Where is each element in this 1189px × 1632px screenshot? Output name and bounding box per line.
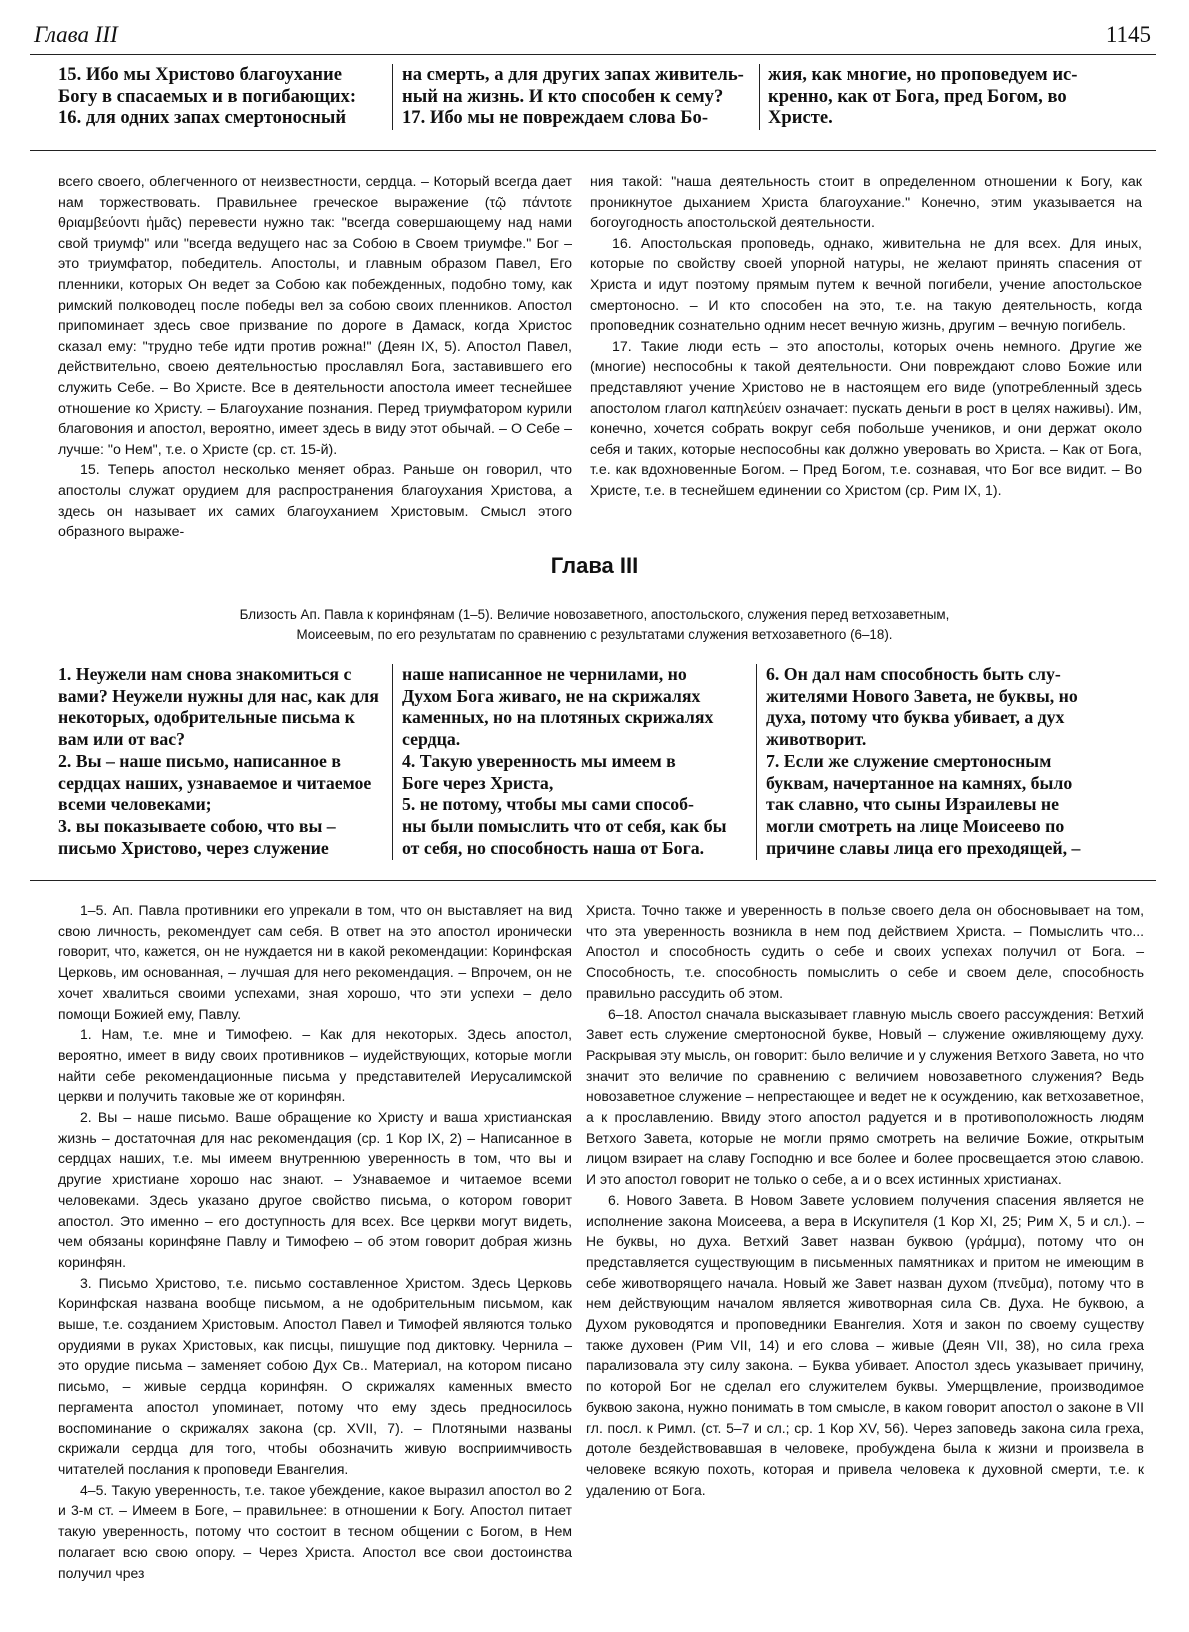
chapter-summary-line: Близость Ап. Павла к коринфянам (1–5). Величие новозаветного, апостольского, служения перед ветхозаветным, [239, 607, 950, 622]
commentary-paragraph: 15. Теперь апостол несколько меняет образ. Раньше он говорил, что апостолы служат орудием для распространения благоухания Христова, а здесь он называет их самих благоуханием Христовым. Смысл этого образного выраже- [58, 462, 572, 541]
verse-line: кренно, как от Бога, пред Богом, во [768, 85, 1067, 107]
chapter-summary [0, 605, 1189, 645]
commentary-paragraph: ния такой: "наша деятельность стоит в определенном отношении к Богу, как проникнутое дыханием Христа благоухание." Конечно, этим указывается на богоугодность апостольской деятельности. [590, 174, 1142, 232]
column-divider [392, 64, 393, 130]
commentary-paragraph: 3. Письмо Христово, т.е. письмо составленное Христом. Здесь Церковь Коринфская названа вообще письмом, а не одобрительным письмом, как выше, т.е. созданием Христовым. Апостол Павел и Тимофей являются только орудиями в руках Христовых, как писцы, пишущие под диктовку. Чернила – это орудие письма – заменяет собою Дух Св.. Материал, на котором писано письмо, – живые сердца коринфян. О скрижалях каменных вместо пергамента апостол упоминает, потому что ему здесь предносилось воспоминание о скрижалях закона (ср. XVII, 7). – Плотяными названы скрижали сердца для того, чтобы обозначить живую восприимчивость читателей послания к проповеди Евангелия. [58, 1274, 572, 1477]
verse-line: Боге через Христа, [402, 772, 554, 793]
verse-line: буквам, начертанное на камнях, было [766, 772, 1073, 793]
verse-line: наше написанное не чернилами, но [402, 664, 687, 684]
verse-line: Христе. [768, 107, 833, 128]
verse-line: могли смотреть на лице Моисеево по [766, 815, 1065, 836]
commentary-paragraph: Христа. Точно также и уверенность в пользе своего дела он обосновывает на том, что эта уверенность возникла в нем под действием Христа. – Помыслить что... Апостол и способность судить о себе и своих успехах получил от Бога. – Способность, т.е. способность помыслить о себе и своем деле, способность правильно рассудить об этом. [586, 902, 1144, 1001]
verse-line: всеми человеками; [58, 794, 212, 815]
verse-column-1 [58, 64, 388, 129]
verse-column-1 [58, 664, 388, 859]
verse-line: 5. не потому, чтобы мы сами способ- [402, 794, 694, 815]
verse-line: 17. Ибо мы не повреждаем слова Бо- [402, 107, 709, 128]
verse-column-3 [766, 664, 1146, 859]
chapter-summary-line: Моисеевым, по его результатам по сравнению с результатами служения ветхозаветного (6–18). [296, 627, 893, 642]
column-divider [756, 664, 757, 860]
commentary-column-left [58, 172, 572, 543]
commentary-paragraph: 1–5. Ап. Павла противники его упрекали в том, что он выставляет на вид свою личность, рекомендует сам себя. В ответ на это апостол иронически говорит, что, кажется, он не нуждается ни в какой рекомендации: Коринфская Церковь, им основанная, – лучшая для него рекомендация. – Впрочем, он не хочет хвалиться своими успехами, зная хорошо, что эти успехи – дело помощи Божией ему, Павлу. [58, 902, 572, 1022]
verse-line: 2. Вы – наше письмо, написанное в [58, 750, 341, 771]
commentary-paragraph: 2. Вы – наше письмо. Ваше обращение ко Христу и ваша христианская жизнь – достаточная для нас рекомендация (ср. 1 Кор IX, 2) – Написанное в сердцах наших, т.е. мы имеем внутреннюю уверенность в том, что вы и другие христиане хорошо нас знают. – Узнаваемое и читаемое всеми человеками. Здесь указано другое свойство письма, о котором говорит апостол. Это именно – его доступность для всех. Все церкви могут видеть, чем обязаны коринфяне Павлу и Тимофею – об этом говорит добрая жизнь коринфян. [58, 1109, 572, 1270]
verse-line: каменных, но на плотяных скрижалях [402, 707, 714, 728]
verse-column-2 [402, 664, 752, 859]
page-number: 1145 [1105, 22, 1151, 47]
commentary-paragraph: 1. Нам, т.е. мне и Тимофею. – Как для некоторых. Здесь апостол, вероятно, имеет в виду своих противников – иудействующих, которые могли найти себе рекомендационные письма у представителей Иерусалимской церкви и получить таковые же от коринфян. [58, 1026, 572, 1105]
verse-line: 7. Если же служение смертоносным [766, 750, 1052, 771]
verse-line: от себя, но способность наша от Бога. [402, 837, 705, 858]
verse-line: духа, потому что буква убивает, а дух [766, 707, 1065, 728]
verse-column-2 [402, 64, 757, 129]
verse-line: письмо Христово, через служение [58, 837, 329, 858]
verse-line: 15. Ибо мы Христово благоухание [58, 64, 342, 85]
header-rule [30, 54, 1156, 55]
verse-line: сердцах наших, узнаваемое и читаемое [58, 772, 372, 793]
verse-line: вам или от вас? [58, 729, 186, 750]
commentary-paragraph: 6. Нового Завета. В Новом Завете условием получения спасения является не исполнение закона Моисеева, а вера в Искупителя (1 Кор XI, 25; Рим X, 5 и сл.). – Не буквы, но духа. Ветхий Завет назван буквою (γράμμα), потому что он представляется существующим в письменных памятниках и притом не имеющим в себе животворящего начала. Новый же Завет назван духом (πνεῦμα), потому что в нем действующим началом является животворная сила Св. Духа. Не буквою, а Духом руководятся и проповедники Евангелия. Хотя и закон по своему существу также духовен (Рим VII, 14) и его слова – живые (Деян VII, 38), но сила греха парализовала эту силу закона. – Буква убивает. Апостол здесь указывает причину, по которой Бог не сделал его служителем буквы. Умерщвление, производимое буквою закона, нужно понимать в том смысле, в каком говорит апостол о законе в VII гл. посл. к Римл. (ст. 5–7 и сл.; ср. 1 Кор XV, 56). Через заповедь закона сила греха, дотоле бездействовавшая в человеке, пробуждена была к жизни и произвела в человеке всякую похоть, которая и привела человека к духовной смерти, т.е. к удалению от Бога. [586, 1191, 1144, 1498]
verse-line: ны были помыслить что от себя, как бы [402, 815, 727, 836]
verse-line: животворит. [766, 729, 867, 750]
verse-line: 6. Он дал нам способность быть слу- [766, 664, 1061, 684]
commentary-paragraph: 17. Такие люди есть – это апостолы, которых очень немного. Другие же (многие) неспособны к такой деятельности. Они повреждают слово Божие или представляют учение Христово не в настоящем его виде (употребленный здесь апостолом глагол καπηλεύειν означает: пускать деньги в рост в целях наживы). Им, конечно, хочется собрать вокруг себя побольше учеников, и они держат около себя и таких, которые неспособны как должно уверовать во Христа. – Как от Бога, т.е. как вдохновенные Богом. – Пред Богом, т.е. сознавая, что Бог все видит. – Во Христе, т.е. в теснейшем единении со Христом (ср. Рим IX, 1). [590, 338, 1142, 499]
commentary-paragraph: всего своего, облегченного от неизвестности, сердца. – Который всегда дает нам торжествовать. Правильнее греческое выражение (τῷ πάντοτε θριαμβεύοντι ἡμᾶς) перевести нужно так: "всегда совершающему над нами свой триумф" или "всегда ведущего нас за Собою в Своем триумфе." Бог – это триумфатор, победитель. Апостолы, и главным образом Павел, Его пленники, которых Он ведет за Собою как побежденных, подобно тому, как римский полководец после победы вел за собою своих пленников. Апостол припоминает здесь свое призвание по дороге в Дамаск, когда Христос сказал ему: "трудно тебе идти против рожна!" (Деян IX, 5). Апостол Павел, действительно, своею деятельностью прославлял Бога, заставившего его служить Себе. – Во Христе. Все в деятельности апостола имеет теснейшее отношение ко Христу. – Благоухание познания. Перед триумфатором курили благовония и апостол, вероятно, имеет здесь в виду этот обычай. – О Себе – лучше: "о Нем", т.е. о Христе (ср. ст. 15-й). [58, 174, 572, 458]
verse-line: так славно, что сыны Израилевы не [766, 794, 1060, 815]
verse-column-3 [768, 64, 1148, 129]
section-rule [30, 150, 1156, 151]
verse-line: 4. Такую уверенность мы имеем в [402, 750, 676, 771]
verse-line: причине славы лица его преходящей, – [766, 837, 1081, 858]
verse-line: 1. Неужели нам снова знакомиться с [58, 664, 352, 684]
verse-line: жителями Нового Завета, не буквы, но [766, 685, 1078, 706]
verse-line: некоторых, одобрительные письма к [58, 707, 355, 728]
verse-line: вами? Неужели нужны для нас, как для [58, 685, 379, 706]
commentary-paragraph: 16. Апостольская проповедь, однако, живительна не для всех. Для иных, которые по свойству своей упорной натуры, не желают принять спасения от Христа и идут поэтому прямым путем к вечной погибели, учение апостольское смертоносно. – И кто способен на это, т.е. на такую деятельность, когда проповедник сознательно одним несет вечную жизнь, другим – вечную погибель. [590, 235, 1142, 335]
verse-line: 16. для одних запах смертоносный [58, 107, 347, 128]
commentary-column-right [590, 172, 1142, 502]
verse-line: Богу в спасаемых и в погибающих: [58, 85, 357, 107]
verse-line: на смерть, а для других запах живитель- [402, 64, 744, 85]
chapter-title: Глава III [550, 553, 639, 578]
commentary-column-left [58, 900, 572, 1583]
running-header-chapter: Глава III [34, 22, 118, 47]
verse-line: сердца. [402, 729, 461, 750]
commentary-column-right [586, 900, 1144, 1500]
verse-line: 3. вы показываете собою, что вы – [58, 815, 336, 836]
column-divider [759, 64, 760, 130]
commentary-paragraph: 6–18. Апостол сначала высказывает главную мысль своего рассуждения: Ветхий Завет есть служение смертоносной букве, Новый – служение оживляющему духу. Раскрывая эту мысль, он говорит: было величие и у служения Ветхого Завета, но что значит это величие по сравнению с величием новозаветного служения? Ведь новозаветное служение – непрестающее и ведет не к осуждению, как ветхозаветное, а к прославлению. Ввиду этого апостол радуется и в противоположность людям Ветхого Завета, которые не могли прямо смотреть на величие Божие, открытым лицом взирает на славу Господню и все более и более просвещается этою славою. И это апостол говорит не только о себе, а и о всех истинных христианах. [586, 1005, 1144, 1188]
column-divider [392, 664, 393, 860]
verse-line: жия, как многие, но проповедуем ис- [768, 64, 1078, 85]
verse-line: Духом Бога живаго, не на скрижалях [402, 685, 701, 706]
verse-line: ный на жизнь. И кто способен к сему? [402, 85, 724, 107]
commentary-paragraph: 4–5. Такую уверенность, т.е. такое убеждение, какое выразил апостол во 2 и 3-м ст. – Имеем в Боге, – правильнее: в отношении к Богу. Апостол питает такую уверенность, потому что состоит в тесном общении с Богом, в Нем полагает всю свою опору. – Через Христа. Апостол все свои достоинства получил чрез [58, 1481, 572, 1581]
section-rule [30, 880, 1156, 881]
